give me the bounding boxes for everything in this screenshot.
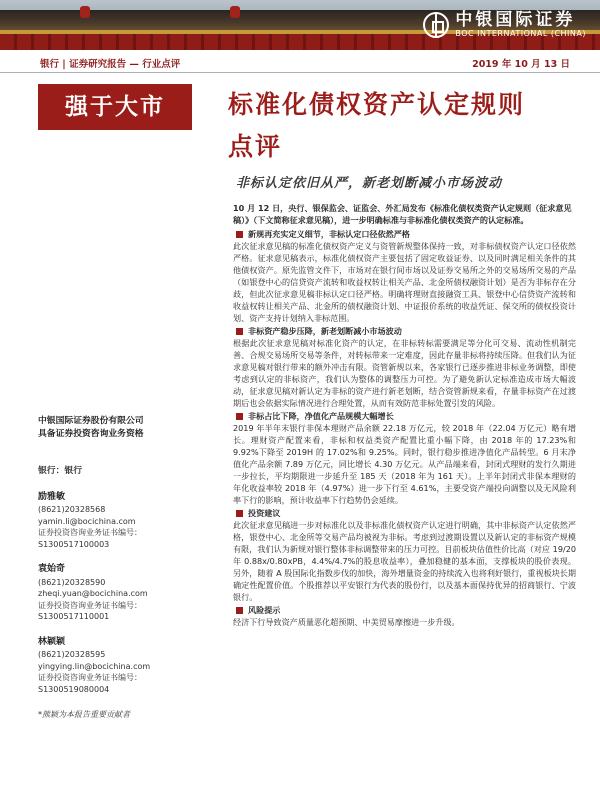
subtitle: 非标认定依旧从严，新老划断减小市场波动 <box>236 176 503 191</box>
breadcrumb: 银行 | 证券研究报告 — 行业点评 <box>40 59 181 70</box>
left-sidebar <box>38 415 198 721</box>
logo-en-text: BOC INTERNATIONAL (CHINA) <box>455 29 586 38</box>
intro-paragraph: 10 月 12 日，央行、银保监会、证监会、外汇局发布《标准化债权类资产认定规则（征求意见稿）》（下文简称征求意见稿），进一步明确标准与非标准化债权类资产的认定标准。 <box>233 203 572 225</box>
page-title <box>228 84 578 168</box>
section-heading-text: 投资建议 <box>248 508 281 518</box>
section-paragraph: 此次征求意见稿的标准化债权资产定义与资管新规整体保持一致，对非标债权资产认定口径依然严格。征求意见稿表示，标准化债权资产主要包括了固定收益证券、以及同时满足相关条件的其他债权资产。原先监管文件下，市场对在银行间市场以及证券交易所之外的交易场所交易的产品（如银登中心的信贷资产流转和收益权转让相关产品、北金所债权融资计划）是否为非标存在分歧，但此次征求意见稿非标认定口径严格。明确将理财直接融资工具、银登中心信贷资产流转和收益权转让相关产品、北金所的债权融资计划、中证报价系统的收益凭证、保交所的债权投资计划、资产支持计划纳入非标范围。 <box>233 241 576 323</box>
section-paragraph: 此次征求意见稿进一步对标准化以及非标准化债权资产认定进行明确，其中非标资产认定依然严格，银登中心、北金所等交易产品均被视为非标。考虑到过渡期设置以及新认定的非标资产规模有限，我们认为新规对银行整体非标调整带来的压力可控。目前板块估值性价比高（对应 19/20 年 0.88x/0.80xPB，4.4%/4.7%的股息收益率），叠加稳健的基本面，支撑板块的股价表现。另外，随着 A 股国际化指数步伐的加快，海外增量资金的持续流入也将利好银行，重视板块长期确定性配置价值。个股推荐以平安银行为代表的股份行，以及基本面保持优异的招商银行、宁波银行。 <box>233 520 576 602</box>
square-bullet-icon <box>236 413 243 420</box>
analyst-phone: (8621)20328590 <box>38 577 106 587</box>
analyst-name: 励雅敏 <box>38 491 66 502</box>
contributor-footnote: *熊颖为本报告重要贡献者 <box>38 710 130 719</box>
lantern-icon <box>80 6 90 18</box>
lantern-icon <box>230 6 240 18</box>
section-heading-text: 非标资产稳步压降，新老划断减小市场波动 <box>248 326 402 336</box>
analyst-card <box>38 637 198 696</box>
square-bullet-icon <box>236 607 243 614</box>
report-body <box>233 202 576 628</box>
analyst-cert: 证券投资咨询业务证书编号：S1300517110001 <box>38 600 142 621</box>
analyst-cert: 证券投资咨询业务证书编号：S1300519080004 <box>38 673 142 694</box>
analyst-cert: 证券投资咨询业务证书编号：S1300517100003 <box>38 528 142 549</box>
section-paragraph: 2019 年半年末银行非保本理财产品余额 22.18 万亿元，较 2018 年（22.04 万亿元）略有增长。理财资产配置来看，非标和权益类资产配置比重小幅下降，由 2018 年的 17.23%和 9.92%下降至 2019H 的 17.02%和 9.25%。同时，银行稳步推进净值化产品转型。6 月末净值化产品余额 7.89 万亿元，同比增长 4.30 万亿元。从产品端来看，封闭式理财的发行久期进一步拉长，平均期限进一步延升至 185 天（2018 年为 161 天）。上半年封闭式非保本理财的年化收益率较 2018 年（4.97%）进一步下行至 4.61%，主要受资产端投向调整以及无风险利率下行的影响，预计收益率下行趋势仍会延续。 <box>233 423 576 505</box>
analyst-phone: (8621)20328568 <box>38 505 106 514</box>
section-heading <box>233 325 576 337</box>
section-heading-text: 非标占比下降，净值化产品规模大幅增长 <box>248 411 394 421</box>
analyst-email[interactable]: yingying.lin@bocichina.com <box>38 661 151 671</box>
section-heading-text: 新规再充实定义细节，非标认定口径依然严格 <box>248 229 410 239</box>
analyst-name: 袁始奇 <box>38 564 66 574</box>
analyst-card <box>38 492 198 551</box>
section-heading <box>233 604 576 616</box>
section-heading-text: 风险提示 <box>248 605 281 615</box>
rating-badge: 强于大市 <box>38 84 192 130</box>
company-logo <box>423 6 586 44</box>
title-line-2: 点评 <box>228 132 283 161</box>
analyst-name: 林颖颖 <box>38 636 66 647</box>
section-heading <box>233 507 576 519</box>
logo-cn-text: 中银国际证券 <box>455 10 576 30</box>
section-paragraph: 根据此次征求意见稿对标准化资产的认定，在非标转标需要满足等分化可交易、流动性机制完善、合规交易场所交易等条件，对转标带来一定难度，因此存量非标将持续压降。但我们认为征求意见稿对银行带来的额外冲击有限。资管新规以来，各家银行已逐步推进非标业务调整，即使考虑到认定的非标资产，我们认为整体的调整压力可控。为了避免新认定标准造成市场大幅波动，征求意见稿对新认定为非标的资产进行新老划断，结合资管新规来看，存量非标资产在过渡期后也会依据实际情况进行合理处置，从而有效防范非标处置引发的风险。 <box>233 338 576 408</box>
boc-logo-icon <box>423 12 449 38</box>
square-bullet-icon <box>236 231 243 238</box>
breadcrumb-bar <box>0 51 600 73</box>
analyst-card <box>38 564 198 623</box>
section-paragraph: 经济下行导致资产质量恶化超预期、中美贸易摩擦进一步升级。 <box>233 617 460 627</box>
sector-label: 银行：银行 <box>38 466 82 476</box>
title-line-1: 标准化债权资产认定规则 <box>228 90 526 119</box>
square-bullet-icon <box>236 328 243 335</box>
company-name: 中银国际证券股份有限公司 <box>38 416 144 426</box>
analyst-email[interactable]: zheqi.yuan@bocichina.com <box>38 589 148 598</box>
square-bullet-icon <box>236 510 243 517</box>
header-banner <box>0 0 600 50</box>
section-heading <box>233 410 576 422</box>
license-text: 具备证券投资咨询业务资格 <box>38 429 144 439</box>
report-date: 2019 年 10 月 13 日 <box>472 59 570 70</box>
analyst-phone: (8621)20328595 <box>38 650 106 659</box>
analyst-email[interactable]: yamin.li@bocichina.com <box>38 516 136 526</box>
section-heading <box>233 228 576 240</box>
